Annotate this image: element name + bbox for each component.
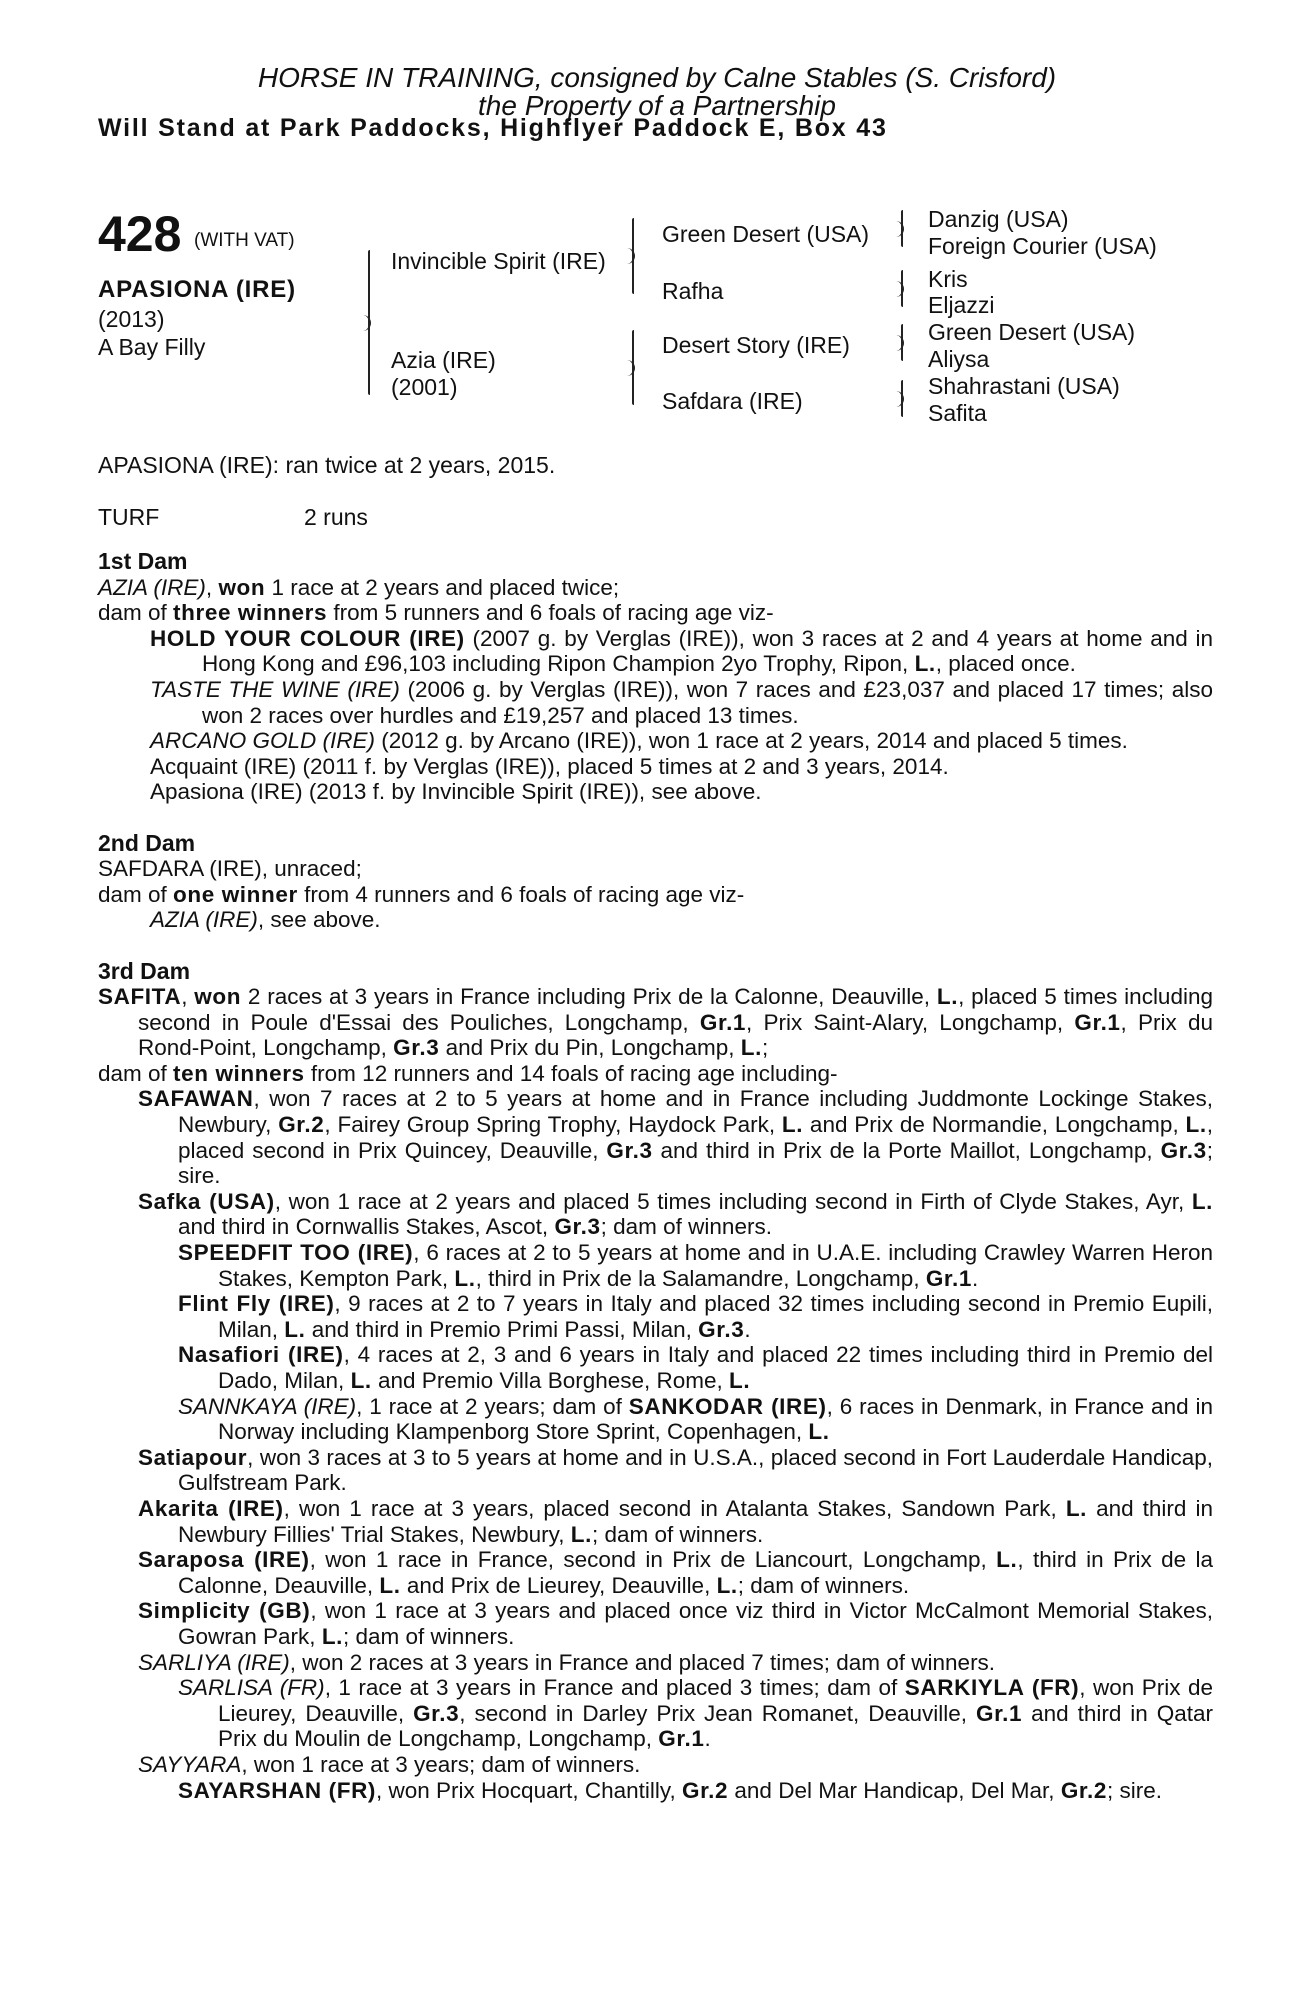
pedigree-brace-3 (632, 330, 634, 405)
produce-entry: TASTE THE WINE (IRE) (2006 g. by Verglas (IRE)), won 7 races and £23,037 and placed 17 times; also won 2 races over hurdles and £19,257 and placed 13 times. (150, 676, 1213, 728)
pedigree-dam: Azia (IRE) (391, 347, 496, 373)
produce-entry: Saraposa (IRE), won 1 race in France, second in Prix de Liancourt, Longchamp, L., third in Prix de la Calonne, Deauville, L. and Prix de Lieurey, Deauville, L.; dam of winners. (138, 1547, 1214, 1598)
header-line-2: the Property of a Partnership (478, 90, 836, 121)
pedigree-brace-2 (632, 218, 634, 294)
pedigree-dam-sire: Desert Story (IRE) (662, 332, 850, 358)
lot-number: 428 (98, 206, 182, 262)
pedigree-sire-sire: Green Desert (USA) (662, 221, 870, 247)
produce-entry: SANNKAYA (IRE), 1 race at 2 years; dam of SANKODAR (IRE), 6 races in Denmark, in France and in Norway including Klampenborg Store Sprint, Copenhagen, L. (178, 1393, 1213, 1445)
produce-entry: Nasafiori (IRE), 4 races at 2, 3 and 6 years in Italy and placed 22 times including third in Premio del Dado, Milan, L. and Premio Villa Borghese, Rome, L. (178, 1342, 1214, 1393)
produce-entry: SPEEDFIT TOO (IRE), 6 races at 2 to 5 years at home and in U.A.E. including Crawley Warren Heron Stakes, Kempton Park, L., third in Prix de la Salamandre, Longchamp, Gr.1. (178, 1240, 1213, 1291)
pedigree-brace-6 (901, 324, 903, 361)
pedigree-dam-year: (2001) (391, 374, 458, 400)
turf-value: 2 runs (304, 504, 368, 530)
third-dam-produce-line: dam of ten winners from 12 runners and 14 foals of racing age including- (98, 1060, 838, 1086)
produce-entry: Satiapour, won 3 races at 3 to 5 years at home and in U.S.A., placed second in Fort Lauderdale Handicap, Gulfstream Park. (138, 1444, 1213, 1496)
pedigree-dsd: Aliysa (928, 346, 990, 372)
first-dam-produce-line: dam of three winners from 5 runners and 6 foals of racing age viz- (98, 600, 774, 626)
pedigree-sdd: Eljazzi (928, 292, 995, 318)
pedigree-brace-1 (368, 250, 370, 395)
pedigree-sire-dam: Rafha (662, 278, 724, 304)
dam-records (98, 549, 1213, 1803)
produce-entry: SAYYARA, won 1 race at 3 years; dam of winners. (138, 1751, 641, 1777)
second-dam-heading: 2nd Dam (98, 829, 196, 856)
pedigree-dam-dam: Safdara (IRE) (662, 388, 803, 414)
third-dam-intro: SAFITA, won 2 races at 3 years in France including Prix de la Calonne, Deauville, L., placed 5 times including second in Poule d'Essai des Pouliches, Longchamp, Gr.1, Prix Saint-Alary, Longchamp, Gr.1, Prix du Rond-Point, Longchamp, Gr.3 and Prix du Pin, Longchamp, L.; (98, 984, 1213, 1061)
pedigree-dss: Green Desert (USA) (928, 319, 1136, 345)
produce-entry: SAYARSHAN (FR), won Prix Hocquart, Chantilly, Gr.2 and Del Mar Handicap, Del Mar, Gr.2; sire. (178, 1777, 1163, 1803)
third-dam-heading: 3rd Dam (98, 957, 191, 984)
produce-entry: HOLD YOUR COLOUR (IRE) (2007 g. by Verglas (IRE)), won 3 races at 2 and 4 years at home and in Hong Kong and £96,103 including Ripon Champion 2yo Trophy, Ripon, L., placed once. (150, 625, 1214, 677)
first-dam-heading: 1st Dam (98, 548, 188, 574)
horse-year: (2013) (98, 306, 165, 332)
pedigree-brace-7 (901, 380, 903, 417)
produce-entry: SARLIYA (IRE), won 2 races at 3 years in France and placed 7 times; dam of winners. (138, 1649, 996, 1675)
produce-entry: Safka (USA), won 1 race at 2 years and placed 5 times including second in Firth of Clyde Stakes, Ayr, L. and third in Cornwallis Stakes, Ascot, Gr.3; dam of winners. (138, 1188, 1214, 1240)
header-line-3: Will Stand at Park Paddocks, Highflyer Paddock E, Box 43 (98, 114, 888, 142)
pedigree-sds: Kris (928, 266, 968, 292)
produce-entry: Akarita (IRE), won 1 race at 3 years, placed second in Atalanta Stakes, Sandown Park, L. and third in Newbury Fillies' Trial Stakes, Newbury, L.; dam of winners. (138, 1495, 1213, 1547)
second-dam-produce-line: dam of one winner from 4 runners and 6 foals of racing age viz- (98, 881, 745, 907)
horse-description: A Bay Filly (98, 334, 206, 360)
pedigree-dds: Shahrastani (USA) (928, 373, 1120, 399)
produce-entry: Acquaint (IRE) (2011 f. by Verglas (IRE)), placed 5 times at 2 and 3 years, 2014. (150, 753, 949, 779)
lot-vat: (WITH VAT) (194, 230, 295, 251)
pedigree-ssd: Foreign Courier (USA) (928, 233, 1157, 259)
produce-entry: Flint Fly (IRE), 9 races at 2 to 7 years in Italy and placed 32 times including second in Premio Eupili, Milan, L. and third in Premio Primi Passi, Milan, Gr.3. (178, 1291, 1213, 1342)
pedigree-ddd: Safita (928, 400, 987, 426)
pedigree-brace-5 (901, 270, 903, 307)
produce-entry: SAFAWAN, won 7 races at 2 to 5 years at home and in France including Juddmonte Lockinge Stakes, Newbury, Gr.2, Fairey Group Spring Trophy, Haydock Park, L. and Prix de Normandie, Longchamp, L., placed second in Prix Quincey, Deauville, Gr.3 and third in Prix de la Porte Maillot, Longchamp, Gr.3; sire. (138, 1086, 1214, 1189)
turf-label: TURF (98, 504, 160, 530)
second-dam-line: SAFDARA (IRE), unraced; (98, 856, 362, 882)
produce-entry: ARCANO GOLD (IRE) (2012 g. by Arcano (IRE)), won 1 race at 2 years, 2014 and placed 5 times. (150, 728, 1128, 754)
horse-name: APASIONA (IRE) (98, 276, 296, 303)
header-line-1: HORSE IN TRAINING, consigned by Calne Stables (S. Crisford) (257, 62, 1057, 93)
race-summary: APASIONA (IRE): ran twice at 2 years, 2015. (98, 452, 556, 478)
produce-entry: SARLISA (FR), 1 race at 3 years in France and placed 3 times; dam of SARKIYLA (FR), won Prix de Lieurey, Deauville, Gr.3, second in Darley Prix Jean Romanet, Deauville, Gr.1 and third in Qatar Prix du Moulin de Longchamp, Longchamp, Gr.1. (178, 1675, 1214, 1752)
pedigree-brace-4 (901, 210, 903, 247)
produce-entry: Simplicity (GB), won 1 race at 3 years and placed once viz third in Victor McCalmont Memorial Stakes, Gowran Park, L.; dam of winners. (138, 1598, 1213, 1649)
produce-entry: AZIA (IRE), see above. (150, 907, 381, 933)
pedigree-sss: Danzig (USA) (928, 206, 1069, 232)
pedigree-sire: Invincible Spirit (IRE) (391, 248, 606, 274)
produce-entry: Apasiona (IRE) (2013 f. by Invincible Spirit (IRE)), see above. (150, 779, 762, 805)
first-dam-line: AZIA (IRE), won 1 race at 2 years and placed twice; (98, 574, 620, 600)
